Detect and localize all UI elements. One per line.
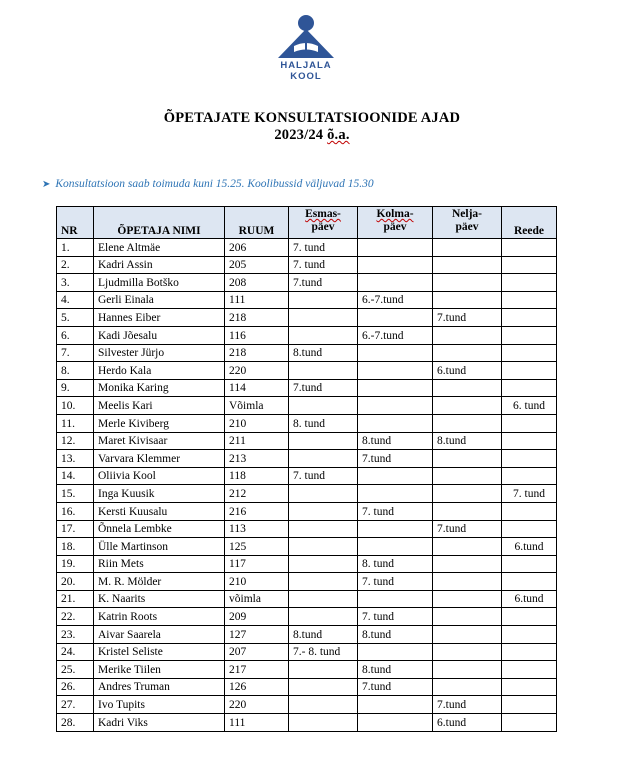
cell-wednesday — [358, 274, 433, 292]
cell-teacher-name: Kristel Seliste — [94, 643, 225, 661]
cell-teacher-name: Oliivia Kool — [94, 467, 225, 485]
cell-friday — [502, 344, 557, 362]
table-row — [57, 362, 557, 380]
cell-nr: 15. — [57, 485, 94, 503]
cell-wednesday: 7. tund — [358, 573, 433, 591]
cell-friday — [502, 626, 557, 644]
cell-room: 210 — [225, 414, 289, 432]
cell-monday — [289, 485, 358, 503]
cell-room: 216 — [225, 502, 289, 520]
table-row — [57, 573, 557, 591]
cell-monday — [289, 326, 358, 344]
cell-thursday — [433, 626, 502, 644]
cell-wednesday — [358, 362, 433, 380]
cell-teacher-name: Riin Mets — [94, 555, 225, 573]
cell-wednesday — [358, 520, 433, 538]
cell-monday — [289, 538, 358, 556]
table-row — [57, 661, 557, 679]
cell-teacher-name: Ülle Martinson — [94, 538, 225, 556]
cell-room: 126 — [225, 678, 289, 696]
cell-wednesday — [358, 696, 433, 714]
cell-thursday — [433, 397, 502, 415]
cell-room: 211 — [225, 432, 289, 450]
cell-nr: 20. — [57, 573, 94, 591]
cell-friday — [502, 239, 557, 257]
cell-wednesday — [358, 485, 433, 503]
cell-monday — [289, 696, 358, 714]
cell-friday — [502, 573, 557, 591]
cell-teacher-name: Kadri Viks — [94, 714, 225, 732]
table-row — [57, 414, 557, 432]
table-row — [57, 485, 557, 503]
cell-thursday — [433, 502, 502, 520]
header-wednesday: Kolma- päev — [358, 207, 433, 239]
cell-nr: 25. — [57, 661, 94, 679]
school-year: 2023/24 — [274, 127, 324, 143]
table-row — [57, 309, 557, 327]
cell-room: 217 — [225, 661, 289, 679]
table-row — [57, 608, 557, 626]
cell-nr: 13. — [57, 450, 94, 468]
cell-teacher-name: Silvester Jürjo — [94, 344, 225, 362]
cell-nr: 28. — [57, 714, 94, 732]
cell-nr: 3. — [57, 274, 94, 292]
cell-nr: 6. — [57, 326, 94, 344]
cell-thursday — [433, 643, 502, 661]
cell-wednesday — [358, 344, 433, 362]
cell-friday: 6.tund — [502, 590, 557, 608]
cell-friday — [502, 555, 557, 573]
cell-room: 207 — [225, 643, 289, 661]
cell-teacher-name: Ljudmilla Botško — [94, 274, 225, 292]
cell-friday: 6.tund — [502, 538, 557, 556]
cell-wednesday — [358, 590, 433, 608]
table-row — [57, 326, 557, 344]
cell-friday — [502, 661, 557, 679]
cell-wednesday: 8. tund — [358, 555, 433, 573]
note-text: Konsultatsioon saab toimuda kuni 15.25. Koolibussid väljuvad 15.30 — [55, 178, 374, 190]
cell-teacher-name: M. R. Mölder — [94, 573, 225, 591]
cell-teacher-name: Andres Truman — [94, 678, 225, 696]
cell-thursday: 7.tund — [433, 309, 502, 327]
cell-friday — [502, 450, 557, 468]
cell-nr: 5. — [57, 309, 94, 327]
cell-monday — [289, 432, 358, 450]
cell-nr: 22. — [57, 608, 94, 626]
cell-wednesday — [358, 714, 433, 732]
cell-wednesday: 8.tund — [358, 661, 433, 679]
table-row — [57, 590, 557, 608]
cell-room: 218 — [225, 309, 289, 327]
table-row — [57, 256, 557, 274]
cell-thursday — [433, 344, 502, 362]
cell-nr: 16. — [57, 502, 94, 520]
header-room: RUUM — [225, 207, 289, 239]
cell-nr: 23. — [57, 626, 94, 644]
cell-teacher-name: Varvara Klemmer — [94, 450, 225, 468]
cell-thursday — [433, 467, 502, 485]
header-monday: Esmas- päev — [289, 207, 358, 239]
cell-monday — [289, 555, 358, 573]
cell-thursday — [433, 590, 502, 608]
header-thursday: Nelja- päev — [433, 207, 502, 239]
cell-teacher-name: Kersti Kuusalu — [94, 502, 225, 520]
cell-friday — [502, 678, 557, 696]
cell-monday — [289, 661, 358, 679]
table-row — [57, 344, 557, 362]
cell-room: 114 — [225, 379, 289, 397]
cell-monday — [289, 590, 358, 608]
school-logo — [265, 14, 347, 82]
page-title — [0, 110, 624, 144]
cell-monday: 8.tund — [289, 344, 358, 362]
cell-thursday — [433, 379, 502, 397]
table-row — [57, 397, 557, 415]
table-row — [57, 450, 557, 468]
school-emblem-icon — [276, 14, 336, 60]
header-nr: NR — [57, 207, 94, 239]
cell-teacher-name: Ivo Tupits — [94, 696, 225, 714]
cell-friday — [502, 274, 557, 292]
table-body — [57, 239, 557, 732]
cell-thursday: 6.tund — [433, 714, 502, 732]
cell-monday — [289, 450, 358, 468]
table-row — [57, 291, 557, 309]
cell-thursday: 7.tund — [433, 520, 502, 538]
cell-wednesday: 6.-7.tund — [358, 291, 433, 309]
cell-room: 212 — [225, 485, 289, 503]
header-teacher-name: ÕPETAJA NIMI — [94, 207, 225, 239]
cell-thursday — [433, 274, 502, 292]
cell-wednesday: 7.tund — [358, 450, 433, 468]
cell-room: 209 — [225, 608, 289, 626]
cell-teacher-name: Hannes Eiber — [94, 309, 225, 327]
cell-room: Võimla — [225, 397, 289, 415]
cell-thursday — [433, 414, 502, 432]
cell-monday — [289, 291, 358, 309]
cell-nr: 24. — [57, 643, 94, 661]
cell-wednesday — [358, 239, 433, 257]
cell-nr: 8. — [57, 362, 94, 380]
table-row — [57, 520, 557, 538]
cell-teacher-name: Katrin Roots — [94, 608, 225, 626]
cell-friday — [502, 502, 557, 520]
cell-friday — [502, 309, 557, 327]
cell-teacher-name: Herdo Kala — [94, 362, 225, 380]
arrow-bullet-icon: ➤ — [42, 179, 51, 190]
cell-monday: 7.tund — [289, 274, 358, 292]
cell-friday — [502, 608, 557, 626]
cell-wednesday: 6.-7.tund — [358, 326, 433, 344]
cell-nr: 7. — [57, 344, 94, 362]
cell-thursday — [433, 256, 502, 274]
cell-wednesday — [358, 414, 433, 432]
cell-friday — [502, 291, 557, 309]
cell-room: 111 — [225, 714, 289, 732]
cell-thursday — [433, 555, 502, 573]
cell-room: 213 — [225, 450, 289, 468]
cell-wednesday: 7. tund — [358, 608, 433, 626]
cell-friday — [502, 379, 557, 397]
cell-friday — [502, 520, 557, 538]
cell-friday — [502, 362, 557, 380]
cell-wednesday: 8.tund — [358, 626, 433, 644]
cell-room: 111 — [225, 291, 289, 309]
cell-teacher-name: Aivar Saarela — [94, 626, 225, 644]
table-row — [57, 274, 557, 292]
cell-nr: 17. — [57, 520, 94, 538]
cell-nr: 19. — [57, 555, 94, 573]
cell-teacher-name: Merle Kiviberg — [94, 414, 225, 432]
table-row — [57, 432, 557, 450]
cell-monday — [289, 608, 358, 626]
table-row — [57, 538, 557, 556]
cell-nr: 4. — [57, 291, 94, 309]
cell-monday: 7. tund — [289, 239, 358, 257]
table-row — [57, 626, 557, 644]
cell-teacher-name: Kadri Assin — [94, 256, 225, 274]
cell-wednesday — [358, 643, 433, 661]
cell-room: 113 — [225, 520, 289, 538]
cell-teacher-name: Merike Tiilen — [94, 661, 225, 679]
table-row — [57, 696, 557, 714]
cell-monday: 7. tund — [289, 467, 358, 485]
cell-wednesday — [358, 397, 433, 415]
table-row — [57, 467, 557, 485]
cell-room: 116 — [225, 326, 289, 344]
cell-monday: 8. tund — [289, 414, 358, 432]
cell-teacher-name: Monika Karing — [94, 379, 225, 397]
cell-wednesday: 8.tund — [358, 432, 433, 450]
cell-thursday — [433, 291, 502, 309]
table-row — [57, 239, 557, 257]
cell-thursday — [433, 608, 502, 626]
cell-teacher-name: Kadi Jõesalu — [94, 326, 225, 344]
cell-room: 210 — [225, 573, 289, 591]
cell-friday — [502, 414, 557, 432]
table-row — [57, 502, 557, 520]
cell-friday — [502, 256, 557, 274]
cell-teacher-name: Elene Altmäe — [94, 239, 225, 257]
cell-monday: 7.- 8. tund — [289, 643, 358, 661]
cell-friday — [502, 643, 557, 661]
cell-room: 125 — [225, 538, 289, 556]
table-row — [57, 379, 557, 397]
cell-wednesday — [358, 256, 433, 274]
cell-nr: 21. — [57, 590, 94, 608]
cell-monday — [289, 397, 358, 415]
cell-nr: 27. — [57, 696, 94, 714]
school-year-suffix: õ.a. — [327, 127, 350, 143]
cell-teacher-name: Inga Kuusik — [94, 485, 225, 503]
consultation-table — [56, 206, 557, 732]
cell-thursday: 6.tund — [433, 362, 502, 380]
cell-wednesday — [358, 309, 433, 327]
cell-teacher-name: Maret Kivisaar — [94, 432, 225, 450]
cell-room: 127 — [225, 626, 289, 644]
title-line-1: ÕPETAJATE KONSULTATSIOONIDE AJAD — [163, 110, 461, 126]
cell-teacher-name: Meelis Kari — [94, 397, 225, 415]
cell-monday: 7.tund — [289, 379, 358, 397]
cell-teacher-name: K. Naarits — [94, 590, 225, 608]
cell-thursday — [433, 538, 502, 556]
cell-nr: 14. — [57, 467, 94, 485]
title-line-2 — [0, 127, 624, 144]
cell-monday — [289, 502, 358, 520]
cell-thursday — [433, 326, 502, 344]
consultation-note — [42, 178, 374, 190]
cell-room: 220 — [225, 362, 289, 380]
cell-friday — [502, 326, 557, 344]
cell-thursday: 8.tund — [433, 432, 502, 450]
cell-nr: 10. — [57, 397, 94, 415]
cell-nr: 1. — [57, 239, 94, 257]
cell-monday — [289, 573, 358, 591]
cell-thursday — [433, 678, 502, 696]
cell-teacher-name: Õnnela Lembke — [94, 520, 225, 538]
table-row — [57, 555, 557, 573]
cell-thursday — [433, 450, 502, 468]
cell-monday: 7. tund — [289, 256, 358, 274]
cell-friday — [502, 432, 557, 450]
cell-wednesday — [358, 467, 433, 485]
cell-nr: 26. — [57, 678, 94, 696]
cell-thursday — [433, 573, 502, 591]
cell-thursday: 7.tund — [433, 696, 502, 714]
cell-thursday — [433, 239, 502, 257]
cell-room: 208 — [225, 274, 289, 292]
cell-monday — [289, 309, 358, 327]
table-row — [57, 643, 557, 661]
cell-monday — [289, 362, 358, 380]
cell-room: 205 — [225, 256, 289, 274]
cell-thursday — [433, 661, 502, 679]
table-row — [57, 678, 557, 696]
cell-friday — [502, 467, 557, 485]
cell-friday: 6. tund — [502, 397, 557, 415]
cell-wednesday: 7. tund — [358, 502, 433, 520]
cell-nr: 2. — [57, 256, 94, 274]
cell-nr: 9. — [57, 379, 94, 397]
cell-room: 117 — [225, 555, 289, 573]
table-row — [57, 714, 557, 732]
cell-friday — [502, 714, 557, 732]
cell-monday — [289, 678, 358, 696]
cell-room: 218 — [225, 344, 289, 362]
cell-wednesday: 7.tund — [358, 678, 433, 696]
cell-thursday — [433, 485, 502, 503]
cell-room: 118 — [225, 467, 289, 485]
cell-room: võimla — [225, 590, 289, 608]
cell-room: 206 — [225, 239, 289, 257]
cell-nr: 12. — [57, 432, 94, 450]
header-friday: Reede — [502, 207, 557, 239]
cell-monday — [289, 714, 358, 732]
cell-monday — [289, 520, 358, 538]
cell-wednesday — [358, 379, 433, 397]
cell-wednesday — [358, 538, 433, 556]
cell-teacher-name: Gerli Einala — [94, 291, 225, 309]
cell-monday: 8.tund — [289, 626, 358, 644]
cell-friday — [502, 696, 557, 714]
cell-friday: 7. tund — [502, 485, 557, 503]
cell-room: 220 — [225, 696, 289, 714]
school-name: HALJALA KOOL — [280, 60, 332, 82]
cell-nr: 11. — [57, 414, 94, 432]
table-header-row — [57, 207, 557, 239]
cell-nr: 18. — [57, 538, 94, 556]
